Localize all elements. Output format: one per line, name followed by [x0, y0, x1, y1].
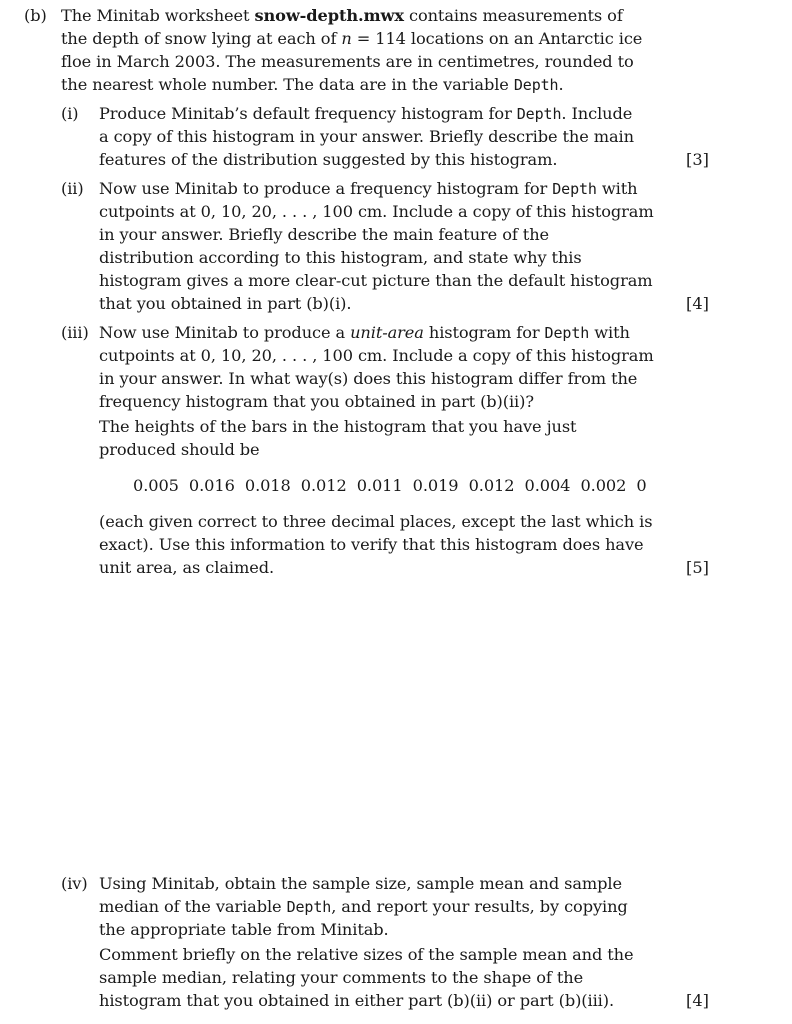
part-ii-marks: [4] [686, 294, 709, 313]
bar-heights: 0.005 0.016 0.018 0.012 0.011 0.019 0.012 0.004 0.002 0 [133, 476, 647, 495]
part-b-line-4: the nearest whole number. The data are in the variable Depth. [61, 75, 564, 94]
variable-name: Depth [513, 76, 559, 94]
variable-name: Depth [552, 180, 597, 198]
part-b-label: (b) [24, 6, 47, 25]
part-ii-line-2: cutpoints at 0, 10, 20, . . . , 100 cm. Include a copy of this histogram [99, 202, 654, 221]
part-iii-line-4: frequency histogram that you obtained in part (b)(ii)? [99, 392, 534, 411]
part-ii-line-1: Now use Minitab to produce a frequency histogram for Depth with [99, 179, 638, 198]
part-ii-label: (ii) [61, 179, 84, 198]
part-iv-line-5: sample median, relating your comments to the shape of the [99, 968, 584, 987]
part-iii-line-8: exact). Use this information to verify that this histogram does have [99, 535, 644, 554]
emphasis-unit-area: unit-area [350, 323, 424, 342]
part-i-line-2: a copy of this histogram in your answer. Briefly describe the main [99, 127, 634, 146]
part-ii-line-4: distribution according to this histogram, and state why this [99, 248, 582, 267]
part-b-line-2: the depth of snow lying at each of n = 114 locations on an Antarctic ice [61, 29, 643, 48]
variable-name: Depth [544, 324, 590, 342]
part-iii-marks: [5] [686, 558, 709, 577]
part-b-line-3: floe in March 2003. The measurements are in centimetres, rounded to [61, 52, 634, 71]
part-b-line-1: The Minitab worksheet snow-depth.mwx contains measurements of [61, 6, 623, 25]
part-iv-marks: [4] [686, 991, 709, 1010]
part-iv-line-2: median of the variable Depth, and report your results, by copying [99, 897, 628, 916]
part-iii-line-9: unit area, as claimed. [99, 558, 275, 577]
part-iv-line-4: Comment briefly on the relative sizes of the sample mean and the [99, 945, 634, 964]
part-i-line-3: features of the distribution suggested by this histogram. [99, 150, 558, 169]
part-ii-line-3: in your answer. Briefly describe the main feature of the [99, 225, 549, 244]
part-iv-line-6: histogram that you obtained in either part (b)(ii) or part (b)(iii). [99, 991, 615, 1010]
part-i-line-1: Produce Minitab’s default frequency histogram for Depth. Include [99, 104, 633, 123]
variable-name: Depth [286, 898, 332, 916]
filename: snow-depth.mwx [254, 6, 404, 25]
part-iii-line-7: (each given correct to three decimal places, except the last which is [99, 512, 653, 531]
variable-name: Depth [516, 105, 562, 123]
part-iii-line-1: Now use Minitab to produce a unit-area histogram for Depth with [99, 323, 630, 342]
part-ii-line-5: histogram gives a more clear-cut picture than the default histogram [99, 271, 653, 290]
part-i-label: (i) [61, 104, 79, 123]
part-iv-label: (iv) [61, 874, 88, 893]
part-ii-line-6: that you obtained in part (b)(i). [99, 294, 352, 313]
part-iv-line-1: Using Minitab, obtain the sample size, sample mean and sample [99, 874, 622, 893]
part-iii-line-2: cutpoints at 0, 10, 20, . . . , 100 cm. Include a copy of this histogram [99, 346, 654, 365]
part-iv-line-3: the appropriate table from Minitab. [99, 920, 389, 939]
part-iii-label: (iii) [61, 323, 89, 342]
part-iii-line-3: in your answer. In what way(s) does this histogram differ from the [99, 369, 638, 388]
part-iii-line-6: produced should be [99, 440, 260, 459]
part-i-marks: [3] [686, 150, 709, 169]
part-iii-line-5: The heights of the bars in the histogram that you have just [99, 417, 577, 436]
